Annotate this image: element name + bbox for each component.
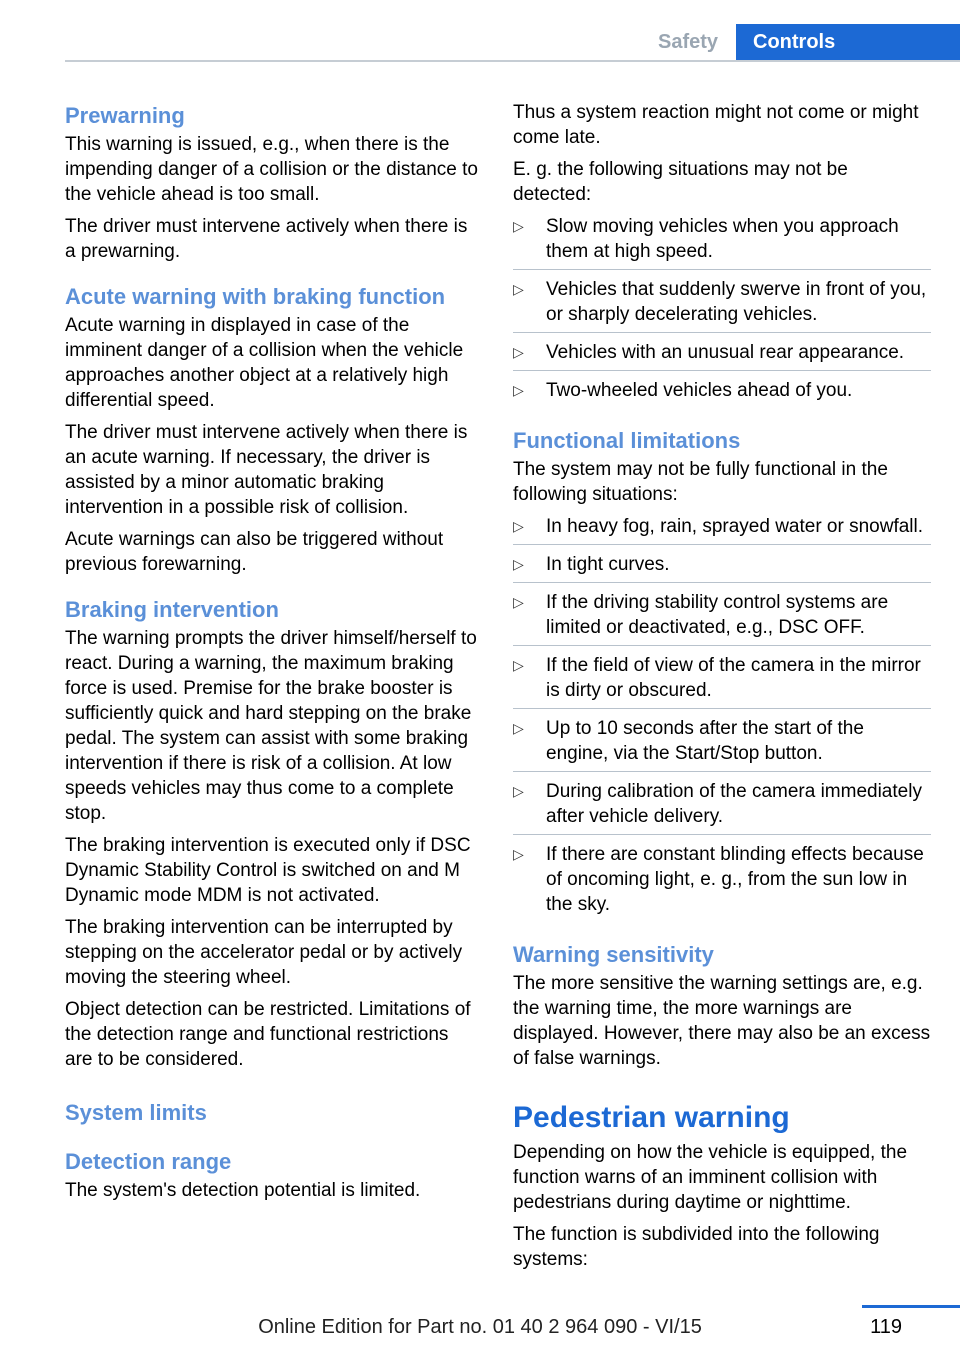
- list-item-text: If the field of view of the camera in the mirror is dirty or obscured.: [546, 655, 921, 701]
- paragraph: The driver must intervene actively when there is a prewarning.: [65, 216, 468, 262]
- list-item: [513, 716, 931, 772]
- paragraph: The warning prompts the driver himself/herself to react. During a warning, the maximum braking force is used. Premise for the brake booster is sufficiently quick and hard stepping on the brake pedal. The system can assist with some braking intervention if there is risk of a collision. At low speeds vehicles may thus come to a complete stop.: [65, 628, 477, 824]
- list-item-text: Slow moving vehicles when you approach them at high speed.: [546, 216, 899, 262]
- tab-safety: Safety: [657, 31, 719, 53]
- left-column: [65, 100, 480, 1210]
- right-column: [513, 100, 931, 1279]
- undetected-situations-list: [513, 214, 931, 408]
- triangle-right-icon: ▷: [513, 344, 524, 360]
- acute-warning-heading: Acute warning with braking function: [65, 284, 446, 309]
- header-divider: [65, 60, 960, 62]
- paragraph: Object detection can be restricted. Limitations of the detection range and functional restrictions are to be considered.: [65, 999, 471, 1070]
- paragraph: The function is subdivided into the following systems:: [513, 1224, 880, 1270]
- paragraph: The more sensitive the warning settings are, e.g. the warning time, the more warnings are displayed. However, there may also be an excess of false warnings.: [513, 973, 931, 1069]
- detection-range-heading: Detection range: [65, 1149, 232, 1174]
- paragraph: This warning is issued, e.g., when there is the impending danger of a collision or the distance to the vehicle ahead is too small.: [65, 134, 478, 205]
- edition-footer: Online Edition for Part no. 01 40 2 964 090 - VI/15: [258, 1316, 702, 1338]
- list-item-text: If the driving stability control systems are limited or deactivated, e.g., DSC OFF.: [546, 592, 889, 638]
- list-item: [513, 653, 931, 709]
- list-item: [513, 779, 931, 835]
- triangle-right-icon: ▷: [513, 720, 524, 736]
- chapter-tabs: [640, 24, 960, 61]
- list-item: [513, 842, 931, 922]
- list-item-text: Vehicles with an unusual rear appearance.: [546, 342, 905, 363]
- paragraph: The driver must intervene actively when there is an acute warning. If necessary, the driver is assisted by a minor automatic braking intervention in a possible risk of collision.: [65, 422, 468, 518]
- list-item-text: Vehicles that suddenly swerve in front of you, or sharply decelerating vehicles.: [546, 279, 927, 325]
- paragraph: The braking intervention can be interrupted by stepping on the accelerator pedal or by actively moving the steering wheel.: [65, 917, 463, 988]
- paragraph: The braking intervention is executed only if DSC Dynamic Stability Control is switched on and M Dynamic mode MDM is not activated.: [65, 835, 471, 906]
- paragraph: Acute warning in displayed in case of the imminent danger of a collision when the vehicle approaches another object at a relatively high differential speed.: [65, 315, 464, 411]
- triangle-right-icon: ▷: [513, 218, 524, 234]
- list-item: [513, 277, 931, 333]
- list-item: [513, 378, 931, 408]
- paragraph: Acute warnings can also be triggered without previous forewarning.: [65, 529, 444, 575]
- paragraph: The system may not be fully functional in the following situations:: [513, 459, 888, 505]
- list-item: [513, 590, 931, 646]
- system-limits-heading: System limits: [65, 1100, 207, 1125]
- list-item: [513, 340, 931, 371]
- paragraph: Thus a system reaction might not come or might come late.: [513, 102, 919, 148]
- pedestrian-warning-heading: Pedestrian warning: [513, 1101, 790, 1134]
- page-number: 119: [870, 1316, 902, 1338]
- braking-intervention-heading: Braking intervention: [65, 597, 279, 622]
- list-item-text: In heavy fog, rain, sprayed water or snowfall.: [546, 516, 924, 537]
- list-item-text: Two-wheeled vehicles ahead of you.: [546, 380, 853, 401]
- limitations-list: [513, 514, 931, 922]
- triangle-right-icon: ▷: [513, 556, 524, 572]
- triangle-right-icon: ▷: [513, 594, 524, 610]
- list-item-text: Up to 10 seconds after the start of the engine, via the Start/Stop button.: [546, 718, 864, 764]
- list-item: [513, 552, 931, 583]
- triangle-right-icon: ▷: [513, 518, 524, 534]
- prewarning-heading: Prewarning: [65, 103, 185, 128]
- list-item-text: If there are constant blinding effects because of oncoming light, e. g., from the sun low in the sky.: [546, 844, 924, 915]
- footer-accent-rule: [862, 1305, 960, 1308]
- list-item: [513, 514, 931, 545]
- functional-limitations-heading: Functional limitations: [513, 428, 741, 453]
- triangle-right-icon: ▷: [513, 657, 524, 673]
- triangle-right-icon: ▷: [513, 281, 524, 297]
- list-item-text: In tight curves.: [546, 554, 670, 575]
- triangle-right-icon: ▷: [513, 783, 524, 799]
- list-item: [513, 214, 931, 270]
- warning-sensitivity-heading: Warning sensitivity: [513, 942, 714, 967]
- list-item-text: During calibration of the camera immediately after vehicle delivery.: [546, 781, 922, 827]
- triangle-right-icon: ▷: [513, 846, 524, 862]
- paragraph: Depending on how the vehicle is equipped, the function warns of an imminent collision with pedestrians during daytime or nighttime.: [513, 1142, 908, 1213]
- paragraph: The system's detection potential is limited.: [65, 1180, 421, 1201]
- triangle-right-icon: ▷: [513, 382, 524, 398]
- paragraph: E. g. the following situations may not be detected:: [513, 159, 848, 205]
- tab-controls: Controls: [736, 24, 960, 61]
